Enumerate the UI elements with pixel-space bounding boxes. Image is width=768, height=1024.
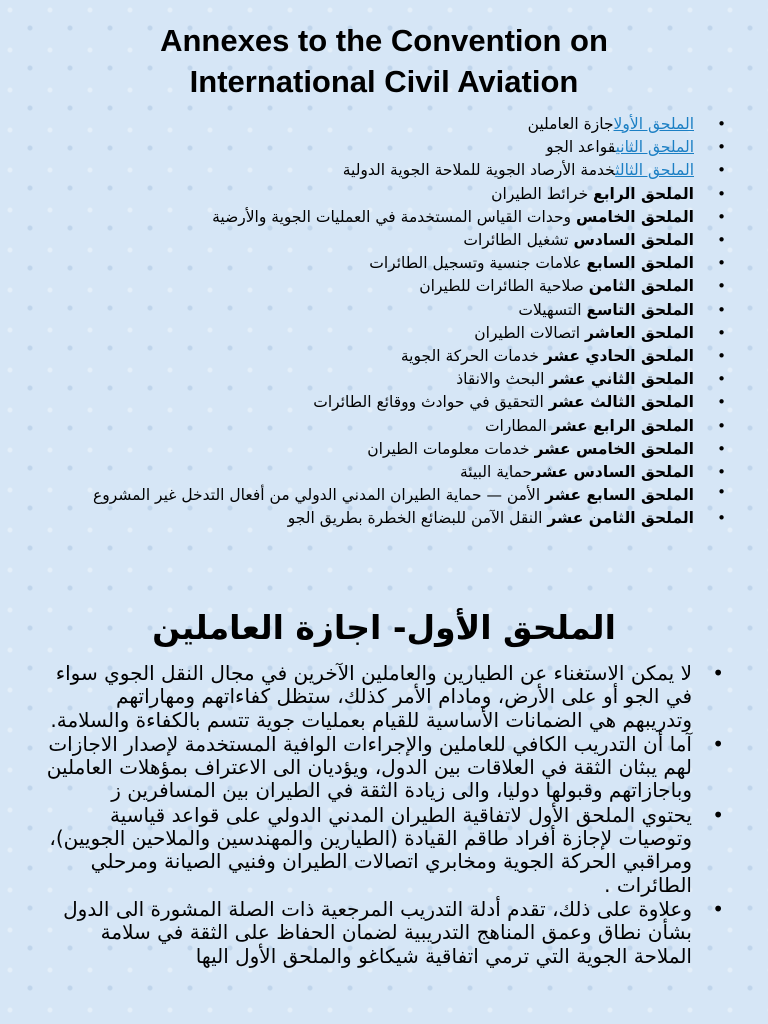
paragraph: • يحتوي الملحق الأول لاتفاقية الطيران المدني الدولي على قواعد قياسية وتوصيات لإجازة أفراد طاقم القيادة (الطيارين والمهندسين والملاحين الجويين)، ومراقبي الحركة الجوية ومخابري اتصالات الطيران وفنيي الصيانة ومرحلي الطائرات . [44,804,726,897]
annex-desc: التسهيلات [518,300,587,319]
section-title: الملحق الأول- اجازة العاملين [152,608,616,647]
list-item [60,229,726,252]
annex-desc: صلاحية الطائرات للطيران [419,277,589,296]
annex-desc: وحدات القياس المستخدمة في العمليات الجوية والأرضية [212,207,576,226]
annex-name: الملحق الخامس [575,207,694,226]
annex-desc: الأمن — حماية الطيران المدني الدولي من أفعال التدخل غير المشروع [93,486,546,505]
annex-name: الملحق الثامن عشر [547,509,694,528]
paragraph-list [44,662,726,969]
annex-name: الملحق السابع عشر [545,486,694,505]
annex-name: الملحق الخامس عشر [534,439,694,458]
list-item [60,159,726,182]
list-item [60,345,726,368]
annex-name: الملحق السادس عشر [532,463,694,482]
annex-desc: خرائط الطيران [491,184,594,203]
list-item [60,206,726,229]
list-item [60,252,726,275]
annex-desc: خدمات معلومات الطيران [367,439,535,458]
list-item [60,507,726,530]
annex-desc: النقل الآمن للبضائع الخطرة بطريق الجو [287,509,548,528]
annex-name: الملحق السابع [586,254,694,273]
annex-link[interactable]: الملحق الثالث [615,161,694,180]
paragraph: • آما أن التدريب الكافي للعاملين والإجراءات الوافية المستخدمة لإصدار الاجازات لهم يبثان الثقة في العلاقات بين الدول، ويؤديان الى الاعتراف بمؤهلات العاملين وباجازاتهم وقبولها دوليا، والى زيادة الثقة في الطيران بين المسافرين ز [44,733,726,803]
list-item [60,299,726,322]
annex-desc: تشغيل الطائرات [463,231,574,250]
list-item [60,484,726,507]
list-item [60,322,726,345]
list-item [60,438,726,461]
title-line-2: International Civil Aviation [189,64,579,99]
annex-name: الملحق الثامن [588,277,694,296]
paragraph: • وعلاوة على ذلك، تقدم أدلة التدريب المرجعية ذات الصلة المشورة الى الدول بشأن نطاق وعمق المناهج التدريبية لضمان الحفاظ على الثقة في سلامة الملاحة الجوية التي ترمي اتفاقية شيكاغو والملحق الأول اليها [44,898,726,968]
annex-desc: حماية البيئة [459,463,533,482]
annex-name: الملحق العاشر [585,323,694,342]
annex-name: الملحق الحادي عشر [543,347,694,366]
annex-desc: خدمات الحركة الجوية [400,347,544,366]
annex-desc: علامات جنسية وتسجيل الطائرات [369,254,587,273]
annex-name: الملحق الثالث عشر [548,393,694,412]
title-line-1: Annexes to the Convention on [160,23,608,58]
annex-name: الملحق الرابع [593,184,694,203]
list-item [60,183,726,206]
annex-name: الملحق السادس [573,231,694,250]
annex-desc: البحث والانقاذ [456,370,550,389]
annex-desc: المطارات [484,416,552,435]
annex-list [60,113,726,530]
annex-desc: خدمة الأرصاد الجوية للملاحة الجوية الدولية [342,161,616,180]
annex-desc: التحقيق في حوادث ووقائع الطائرات [313,393,549,412]
annex-desc: اتصالات الطيران [474,323,586,342]
list-item [60,368,726,391]
annex-desc: اجازة العاملين [527,115,614,133]
annex-link[interactable]: الملحق الأول [613,115,694,133]
paragraph: • لا يمكن الاستغناء عن الطيارين والعاملين الآخرين في مجال النقل الجوي سواء في الجو أو على الأرض، ومادام الأمر كذلك، ستظل كفاءاتهم ومهاراتهم وتدريبهم هي الضمانات الأساسية للقيام بعمليات جوية تتسم بالكفاءة والسلامة. [44,662,726,732]
annex-link[interactable]: الملحق الثاني [615,138,694,157]
list-item [60,391,726,414]
list-item [60,415,726,438]
page-title [0,20,768,102]
annex-name: الملحق الثاني عشر [549,370,694,389]
annex-name: الملحق التاسع [586,300,694,319]
list-item [60,461,726,484]
list-item [60,113,726,136]
annex-name: الملحق الرابع عشر [551,416,694,435]
list-item [60,275,726,298]
list-item [60,136,726,159]
annex-desc: قواعد الجو [546,138,616,157]
